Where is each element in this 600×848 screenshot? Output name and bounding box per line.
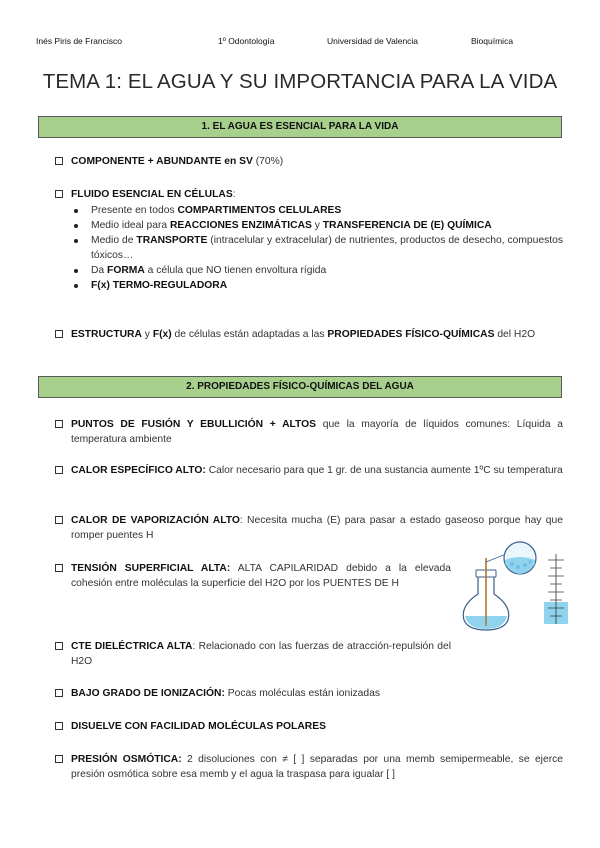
checkbox-icon — [55, 722, 63, 730]
checkbox-icon — [55, 190, 63, 198]
list-item: PUNTOS DE FUSIÓN Y EBULLICIÓN + ALTOS que la mayoría de líquidos comunes: Líquida a temperatura ambiente — [55, 417, 563, 447]
list-item: CALOR ESPECÍFICO ALTO: Calor necesario para que 1 gr. de una sustancia aumente 1ºC su temperatura — [55, 463, 563, 478]
checkbox-icon — [55, 564, 63, 572]
header-author: Inés Piris de Francisco — [36, 36, 122, 46]
bullet-list — [55, 203, 563, 293]
checkbox-icon — [55, 157, 63, 165]
header-course: 1º Odontología — [218, 36, 275, 46]
list-item: PRESIÓN OSMÓTICA: 2 disoluciones con ≠ [ ] separadas por una memb semipermeable, se ejerce presión osmótica sobre esa memb y el agua la traspasa para igualar [ ] — [55, 752, 563, 782]
list-item: FLUIDO ESENCIAL EN CÉLULAS: Presente en todos COMPARTIMENTOS CELULARES Medio ideal para REACCIONES ENZIMÁTICAS y TRANSFERENCIA DE (E) QUÍMICA Medio de TRANSPORTE (intracelular y extracelular) de nutrientes, productos de desecho, compuestos tóxicos… Da FORMA a célula que NO tienen envoltura rígida F(x) TERMO-REGULADORA — [55, 187, 563, 293]
bullet-item: Presente en todos COMPARTIMENTOS CELULARES — [91, 203, 563, 218]
checkbox-icon — [55, 689, 63, 697]
checkbox-icon — [55, 330, 63, 338]
checkbox-icon — [55, 466, 63, 474]
bullet-item: F(x) TERMO-REGULADORA — [91, 278, 563, 293]
bullet-item: Medio de TRANSPORTE (intracelular y extracelular) de nutrientes, productos de desecho, compuestos tóxicos… — [91, 235, 563, 261]
list-item: BAJO GRADO DE IONIZACIÓN: Pocas moléculas están ionizadas — [55, 686, 563, 701]
checkbox-icon — [55, 420, 63, 428]
list-item: DISUELVE CON FACILIDAD MOLÉCULAS POLARES — [55, 719, 563, 734]
capillarity-illustration — [456, 540, 571, 632]
bullet-item: Medio ideal para REACCIONES ENZIMÁTICAS y TRANSFERENCIA DE (E) QUÍMICA — [91, 218, 563, 233]
list-item: TENSIÓN SUPERFICIAL ALTA: ALTA CAPILARIDAD debido a la elevada cohesión entre moléculas la superficie del H2O por los PUENTES DE H — [55, 561, 451, 591]
list-item: CALOR DE VAPORIZACIÓN ALTO: Necesita mucha (E) para pasar a estado gaseoso porque hay que romper puentes H — [55, 513, 563, 543]
header-subject: Bioquímica — [471, 36, 514, 46]
section-1-heading: 1. EL AGUA ES ESENCIAL PARA LA VIDA — [38, 116, 562, 138]
list-item: COMPONENTE + ABUNDANTE en SV (70%) — [55, 154, 563, 169]
page-title: TEMA 1: EL AGUA Y SU IMPORTANCIA PARA LA VIDA — [42, 70, 558, 93]
bullet-item: Da FORMA a célula que NO tienen envoltura rígida — [91, 263, 563, 278]
section-2-heading: 2. PROPIEDADES FÍSICO-QUÍMICAS DEL AGUA — [38, 376, 562, 398]
checkbox-icon — [55, 516, 63, 524]
checkbox-icon — [55, 642, 63, 650]
list-item: ESTRUCTURA y F(x) de células están adaptadas a las PROPIEDADES FÍSICO-QUÍMICAS del H2O — [55, 327, 563, 342]
list-item: CTE DIELÉCTRICA ALTA: Relacionado con las fuerzas de atracción-repulsión del H2O — [55, 639, 451, 669]
header-university: Universidad de Valencia — [327, 36, 419, 46]
checkbox-icon — [55, 755, 63, 763]
